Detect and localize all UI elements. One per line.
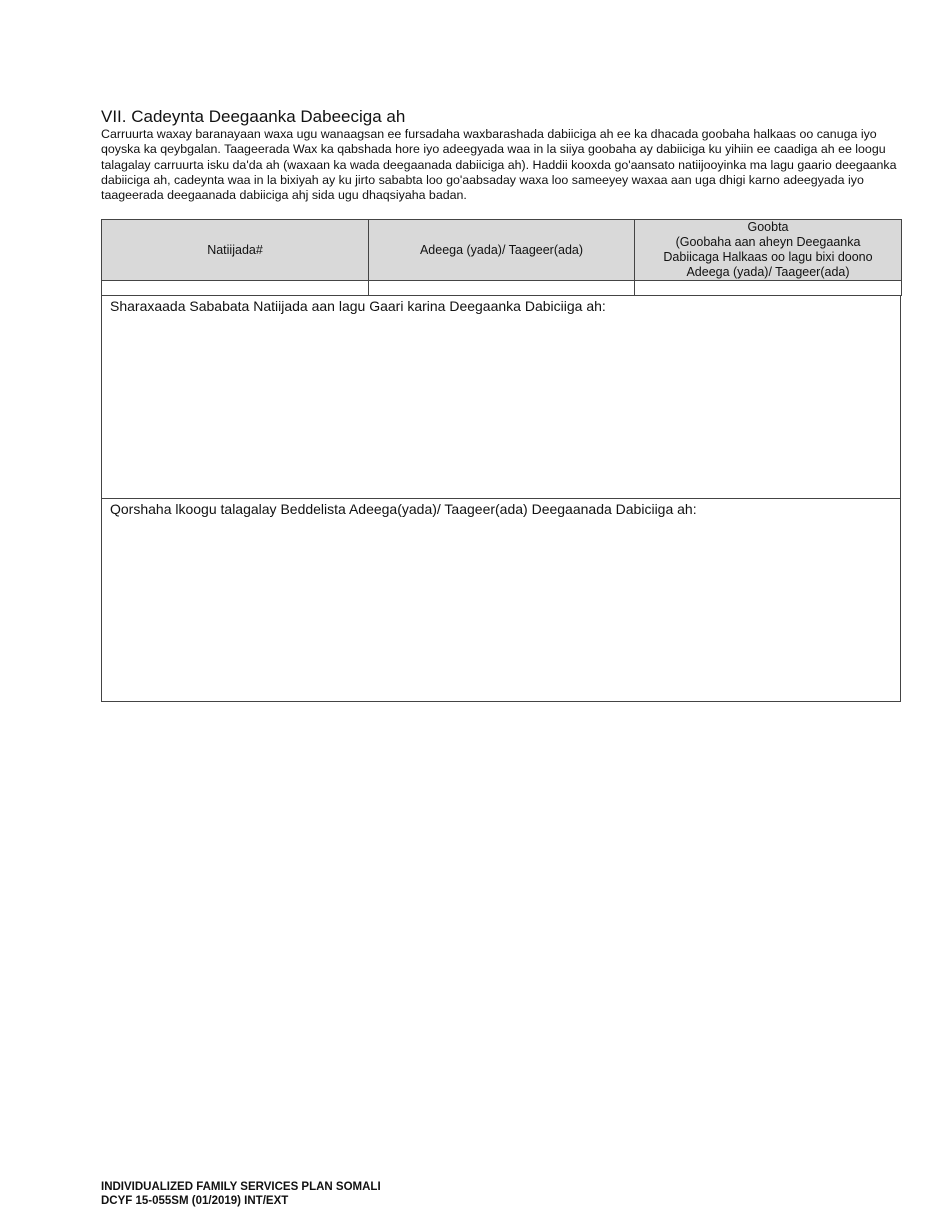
outcome-entry-cell[interactable]	[102, 281, 369, 296]
header-location	[635, 220, 902, 281]
table-header-row	[102, 220, 902, 281]
plan-label: Qorshaha lkoogu talagalay Beddelista Adeega(yada)/ Taageer(ada) Deegaanada Dabiciiga ah:	[110, 501, 697, 517]
header-location-line1: (Goobaha aan aheyn Deegaanka	[675, 235, 861, 249]
reasons-label: Sharaxaada Sababata Natiijada aan lagu Gaari karina Deegaanka Dabiciiga ah:	[110, 298, 606, 314]
natural-environment-table	[101, 219, 902, 296]
location-entry-cell[interactable]	[635, 281, 902, 296]
header-location-title: Goobta	[747, 220, 789, 234]
header-outcome: Natiijada#	[102, 220, 369, 281]
section-title: VII. Cadeynta Deegaanka Dabeeciga ah	[101, 107, 406, 126]
footer-form-number: DCYF 15-055SM (01/2019) INT/EXT	[101, 1195, 289, 1207]
header-service: Adeega (yada)/ Taageer(ada)	[369, 220, 635, 281]
form-footer	[101, 1180, 381, 1208]
service-entry-cell[interactable]	[369, 281, 635, 296]
footer-form-name: INDIVIDUALIZED FAMILY SERVICES PLAN SOMALI	[101, 1181, 381, 1193]
section-intro: Carruurta waxay baranayaan waxa ugu wanaagsan ee fursadaha waxbarashada dabiiciga ah ee ka dhacada goobaha halkaas oo canuga iyo qoyska ka qeybgalan. Taageerada Wax ka qabshada hore iyo adeegyada waa in la siiya goobaha ay dabiiciga ku yihiin ee caadiga ah ee loogu talagalay carruurta isku da'da ah (waxaan ka wada deegaanada dabiiciga ah). Haddii kooxda go'aansato natiijooyinka ma lagu gaario deegaanka dabiiciga ah, cadeynta waa in la bixiyah ay ku jirto sababta loo go'aabsaday waxa loo sameeyey waxaa aan uga dhigi karno adeegyada iyo taageerada deegaanada dabiiciga ahj sida ugu dhaqsiyaha badan.	[101, 127, 897, 203]
header-location-line2: Dabiicaga Halkaas oo lagu bixi doono	[663, 250, 873, 264]
table-row	[102, 281, 902, 296]
header-location-line3: Adeega (yada)/ Taageer(ada)	[686, 265, 850, 279]
reasons-text-box[interactable]	[101, 296, 901, 499]
transition-plan-text-box[interactable]	[101, 498, 901, 702]
